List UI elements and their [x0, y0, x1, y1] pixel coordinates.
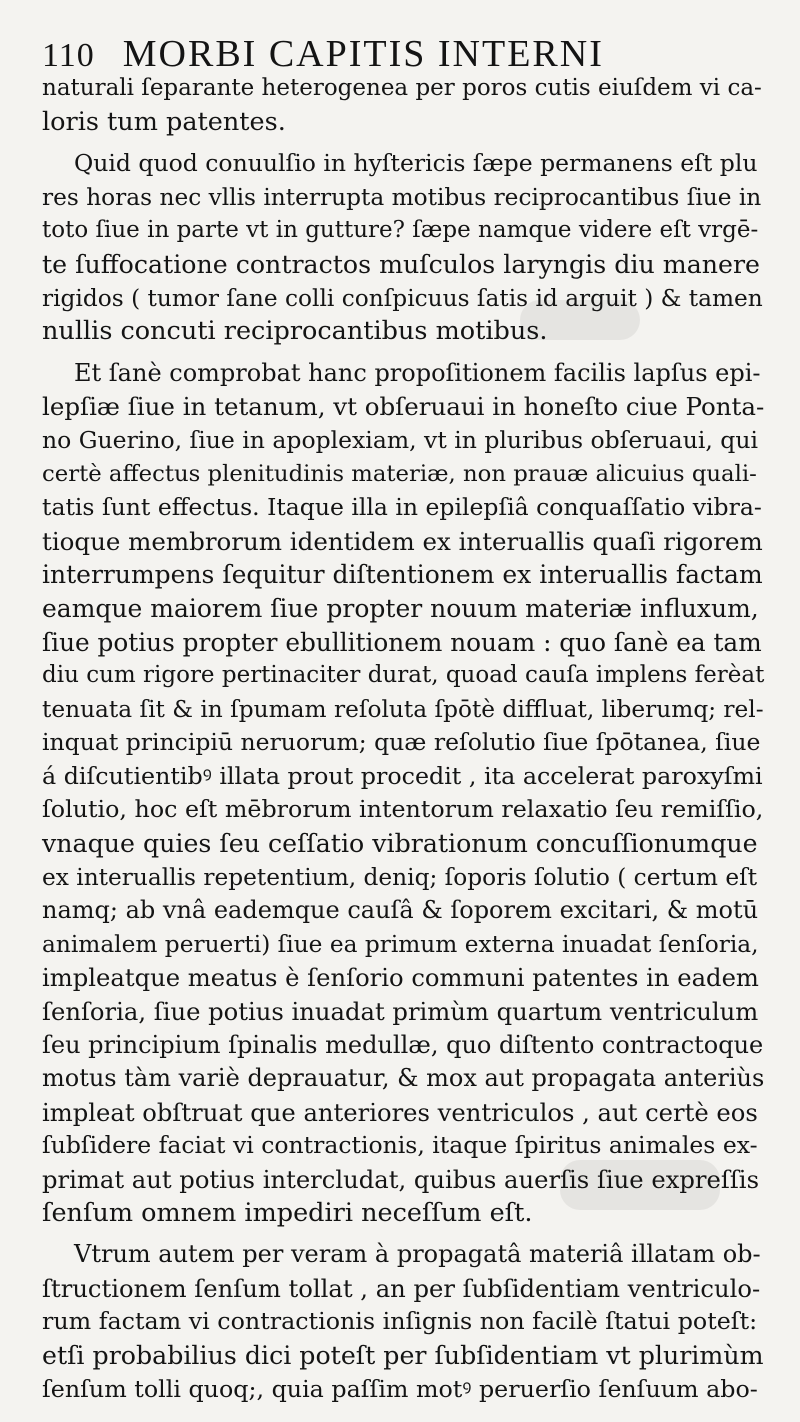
- text-line: diu cum rigore pertinaciter durat, quoad cauſa implens ferèat: [42, 662, 765, 689]
- text-line: toto ſiue in parte vt in gutture? ſæpe namque videre eſt vrgē-: [42, 217, 759, 244]
- text-line: Quid quod conuulſio in hyſtericis ſæpe permanens eſt plu: [74, 149, 758, 178]
- text-line: tioque membrorum identidem ex interuallis quaſi rigorem: [42, 526, 763, 556]
- text-line: namq; ab vnâ eademque cauſâ & ſoporem excitari, & motū: [42, 896, 759, 925]
- text-line: ſtructionem ſenſum tollat , an per ſubſidentiam ventriculo-: [42, 1273, 761, 1303]
- text-line: impleatque meatus è ſenſorio communi patentes in eadem: [42, 963, 759, 993]
- text-line: ſenſum omnem impediri neceſſum eſt.: [42, 1197, 533, 1228]
- text-line: impleat obſtruat que anteriores ventriculos , aut certè eos: [42, 1097, 758, 1127]
- text-line: ſolutio, hoc eſt mēbrorum intentorum relaxatio ſeu remiſſio,: [42, 795, 764, 824]
- text-line: lepſiæ ſiue in tetanum, vt obſeruaui in honeſto ciue Ponta-: [42, 392, 765, 422]
- text-line: ſubſidere faciat vi contractionis, itaque ſpiritus animales ex-: [42, 1131, 758, 1160]
- page-number: 110: [42, 37, 95, 74]
- text-line: certè affectus plenitudinis materiæ, non prauæ alicuius quali-: [42, 460, 757, 487]
- text-line: etſi probabilius dici poteſt per ſubſidentiam vt plurimùm: [42, 1340, 764, 1370]
- text-line: te ſuffocatione contractos muſculos laryngis diu manere: [42, 249, 760, 279]
- text-line: eamque maiorem ſiue propter nouum materiæ influxum,: [42, 593, 759, 623]
- text-line: naturali ſeparante heterogenea per poros cutis eiuſdem vi ca-: [42, 75, 762, 101]
- text-line: nullis concuti reciprocantibus motibus.: [42, 316, 548, 347]
- text-line: animalem peruerti) ſiue ea primum externa inuadat ſenſoria,: [42, 930, 759, 958]
- text-line: no Guerino, ſiue in apoplexiam, vt in pluribus obſeruaui, qui: [42, 425, 758, 454]
- text-line: motus tàm variè deprauatur, & mox aut propagata anteriùs: [42, 1064, 765, 1093]
- text-line: interrumpens ſequitur diſtentionem ex interuallis factam: [42, 560, 763, 590]
- text-line: Et ſanè comprobat hanc propoſitionem facilis lapſus epi-: [74, 358, 761, 387]
- text-line: inquat principiū neruorum; quæ reſolutio ſiue ſpōtanea, ſiue: [42, 728, 761, 757]
- body-text: [42, 72, 764, 1406]
- text-line: loris tum patentes.: [42, 106, 286, 137]
- text-line: vnaque quies ſeu ceſſatio vibrationum concuſſionumque: [42, 829, 758, 859]
- text-line: rum factam vi contractionis inſignis non facilè ſtatui poteſt:: [42, 1307, 758, 1336]
- text-line: res horas nec vllis interrupta motibus reciprocantibus ſiue in: [42, 183, 762, 211]
- text-line: ſenſoria, ſiue potius inuadat primùm quartum ventriculum: [42, 997, 759, 1027]
- text-line: ſenſum tolli quoq;, quia paſſim motꝰ peruerſio ſenſuum abo-: [42, 1374, 758, 1403]
- text-line: Vtrum autem per veram à propagatâ materiâ illatam ob-: [74, 1240, 761, 1269]
- text-line: ſeu principium ſpinalis medullæ, quo diſtento contractoque: [42, 1030, 764, 1059]
- text-line: primat aut potius intercludat, quibus auerſis ſiue expreſſis: [42, 1165, 760, 1194]
- running-title: MORBI CAPITIS INTERNI: [122, 33, 604, 75]
- text-line: ſiue potius propter ebullitionem nouam : quo ſanè ea tam: [42, 627, 762, 657]
- text-line: rigidos ( tumor ſane colli conſpicuus ſatis id arguit ) & tamen: [42, 284, 763, 312]
- text-line: tatis ſunt effectus. Itaque illa in epilepſiâ conquaſſatio vibra-: [42, 493, 762, 522]
- text-line: á diſcutientibꝰ illata prout procedit , ita accelerat paroxyſmi: [42, 761, 763, 790]
- text-line: tenuata ſit & in ſpumam reſoluta ſpōtè diffluat, liberumq; rel-: [42, 695, 764, 723]
- text-line: ex interuallis repetentium, deniq; ſoporis ſolutio ( certum eſt: [42, 863, 758, 891]
